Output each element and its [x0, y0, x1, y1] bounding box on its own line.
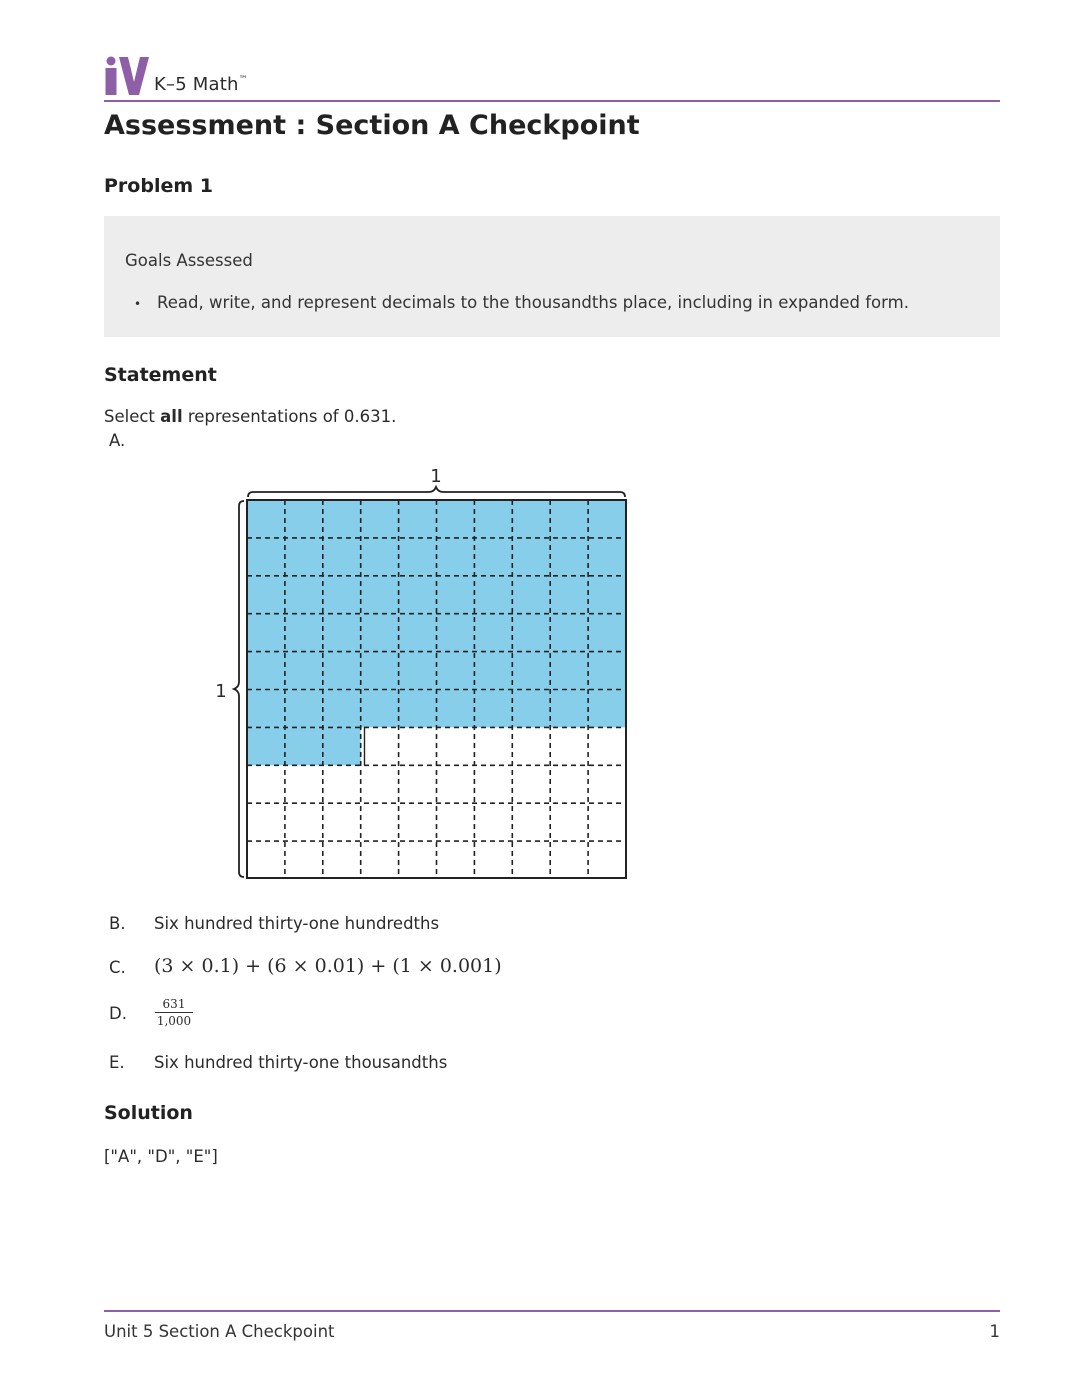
bullet-icon: • — [134, 297, 142, 311]
height-brace — [234, 501, 244, 877]
option-a-letter: A. — [109, 431, 126, 450]
fraction-numerator: 631 — [155, 997, 193, 1013]
option-d-letter: D. — [109, 1004, 127, 1023]
problem-heading: Problem 1 — [104, 175, 213, 197]
option-e-text: Six hundred thirty-one thousandths — [154, 1053, 448, 1072]
option-b-letter: B. — [109, 914, 126, 933]
logo-product-name: K–5 Math™ — [154, 74, 248, 95]
option-b-text: Six hundred thirty-one hundredths — [154, 914, 440, 933]
width-label: 1 — [430, 466, 442, 487]
footer-rule — [104, 1310, 1000, 1312]
goals-title: Goals Assessed — [125, 251, 253, 270]
page-number: 1 — [989, 1322, 1000, 1341]
goals-list — [134, 293, 909, 315]
statement-heading: Statement — [104, 364, 217, 386]
page-title: Assessment : Section A Checkpoint — [104, 110, 640, 141]
fraction-denominator: 1,000 — [156, 1014, 192, 1028]
goal-item — [134, 293, 909, 315]
footer-unit-label: Unit 5 Section A Checkpoint — [104, 1322, 335, 1341]
width-brace — [248, 487, 625, 497]
option-d-fraction — [155, 997, 193, 1028]
header-rule — [104, 100, 1000, 102]
goals-box — [104, 216, 1000, 337]
height-label: 1 — [215, 681, 227, 702]
solution-heading: Solution — [104, 1102, 193, 1124]
solution-answer: ["A", "D", "E"] — [104, 1147, 218, 1166]
statement-prompt: Select all representations of 0.631. — [104, 407, 397, 426]
goal-text: Read, write, and represent decimals to the thousandths place, including in expanded form. — [157, 293, 909, 312]
option-e-letter: E. — [109, 1053, 125, 1072]
iv-logo — [104, 52, 248, 96]
decimal-grid-figure — [200, 455, 640, 895]
shaded-hundredths — [247, 727, 361, 765]
iv-logo-mark — [104, 56, 150, 96]
option-c-expression: (3 × 0.1) + (6 × 0.01) + (1 × 0.001) — [154, 955, 502, 977]
option-c-letter: C. — [109, 958, 126, 977]
